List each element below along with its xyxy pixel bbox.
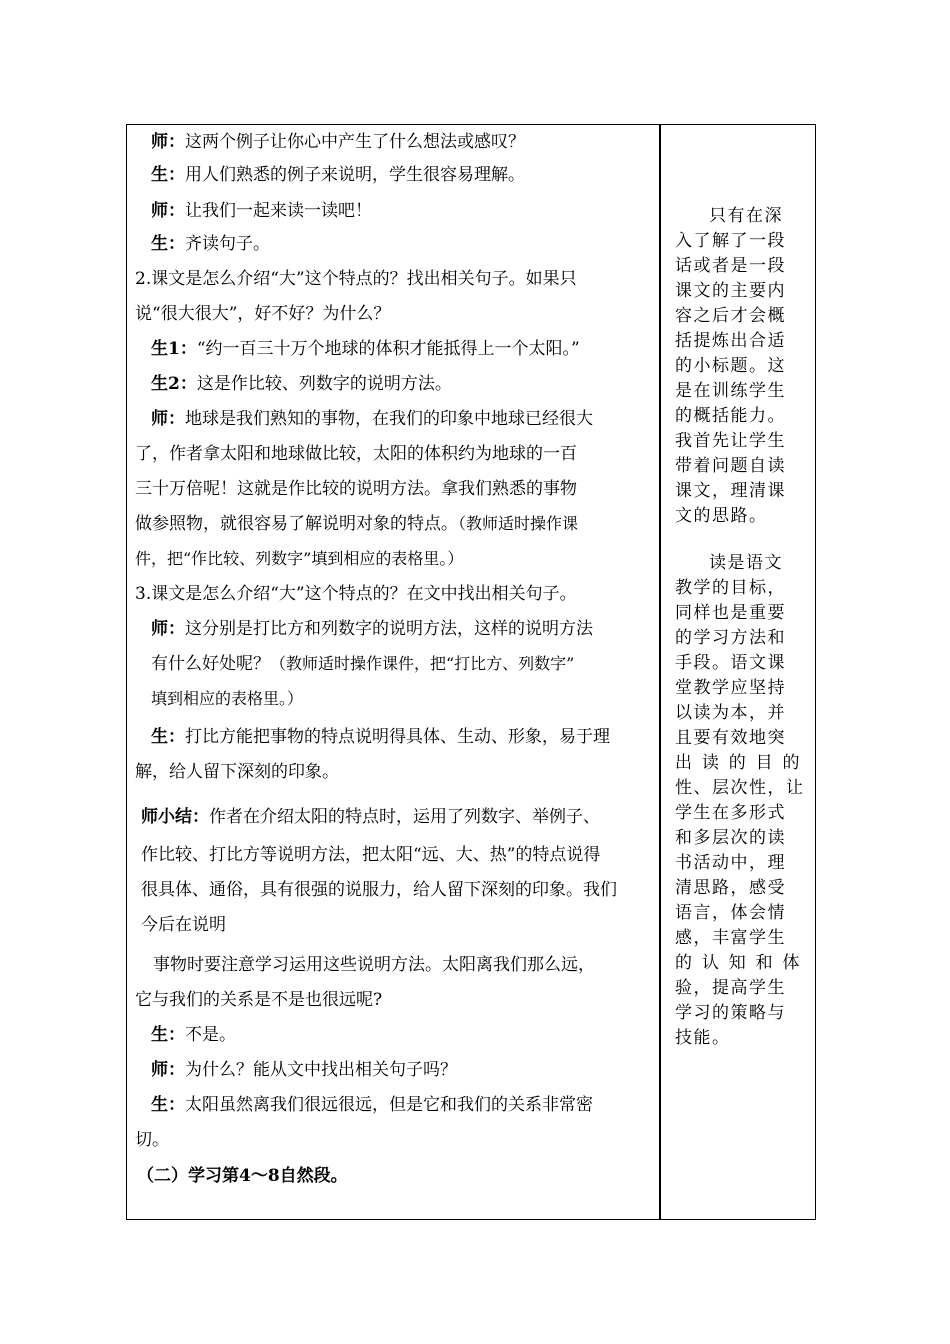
note-line: 出读的目的 bbox=[675, 753, 801, 773]
note-line: 学习的策略与 bbox=[675, 1003, 786, 1023]
speaker-label: 师： bbox=[151, 409, 185, 429]
speaker-label: 生： bbox=[151, 234, 185, 254]
note-line: 只有在深 bbox=[709, 206, 783, 226]
lesson-line bbox=[135, 762, 667, 782]
note-line: 话或者是一段 bbox=[675, 256, 786, 276]
note-line: 堂教学应坚持 bbox=[675, 678, 786, 698]
note-line: 的认知和体 bbox=[675, 953, 801, 973]
lesson-line bbox=[135, 584, 667, 604]
note-line: 清思路，感受 bbox=[675, 878, 786, 898]
note-line: 的小标题。这 bbox=[675, 356, 786, 376]
lesson-line bbox=[151, 619, 683, 639]
lesson-line bbox=[141, 807, 673, 827]
lesson-line bbox=[135, 479, 667, 499]
note-line: 且要有效地突 bbox=[675, 728, 786, 748]
lesson-line bbox=[151, 165, 683, 185]
line-text: 这分别是打比方和列数字的说明方法，这样的说明方法 bbox=[185, 619, 593, 639]
line-text: 打比方能把事物的特点说明得具体、生动、形象，易于理 bbox=[185, 727, 610, 747]
line-text: 让我们一起来读一读吧！ bbox=[185, 201, 372, 221]
line-text: 事物时要注意学习运用这些说明方法。太阳离我们那么远， bbox=[153, 955, 595, 975]
line-text: 这是作比较、列数字的说明方法。 bbox=[196, 374, 452, 394]
line-text: 不是。 bbox=[185, 1025, 236, 1045]
note-line: 入了解了一段 bbox=[675, 231, 786, 251]
line-text: 说“很大很大”，好不好？为什么？ bbox=[135, 304, 391, 324]
note-line: 括提炼出合适 bbox=[675, 331, 786, 351]
note-line: 以读为本，并 bbox=[675, 703, 786, 723]
lesson-table bbox=[126, 124, 816, 1220]
lesson-line bbox=[151, 1095, 683, 1115]
teaching-notes-column bbox=[661, 125, 815, 1219]
line-text: 这两个例子让你心中产生了什么想法或感叹？ bbox=[185, 132, 525, 152]
lesson-line bbox=[151, 727, 683, 747]
line-text: 了，作者拿太阳和地球做比较，太阳的体积约为地球的一百 bbox=[135, 444, 577, 464]
note-line: 教学的目标， bbox=[675, 578, 786, 598]
note-line: 和多层次的读 bbox=[675, 828, 786, 848]
lesson-line bbox=[151, 339, 683, 359]
note-line: 课文的主要内 bbox=[675, 281, 786, 301]
line-text: 解，给人留下深刻的印象。 bbox=[135, 762, 339, 782]
lesson-line bbox=[135, 304, 667, 324]
speaker-label: （二）学习第4～8自然段。 bbox=[137, 1166, 348, 1186]
line-text: 有什么好处呢？ bbox=[151, 654, 270, 674]
line-text: 三十万倍呢！这就是作比较的说明方法。拿我们熟悉的事物 bbox=[135, 479, 577, 499]
lesson-line bbox=[151, 132, 683, 152]
lesson-line bbox=[151, 409, 683, 429]
speaker-label: 师： bbox=[151, 1060, 185, 1080]
line-text: 用人们熟悉的例子来说明，学生很容易理解。 bbox=[185, 165, 525, 185]
line-text: 齐读句子。 bbox=[185, 234, 270, 254]
lesson-line bbox=[153, 955, 685, 975]
lesson-line bbox=[151, 689, 683, 709]
line-text: 3.课文是怎么介绍“大”这个特点的？在文中找出相关句子。 bbox=[135, 584, 577, 604]
lesson-line bbox=[151, 1060, 683, 1080]
line-text: 作者在介绍太阳的特点时，运用了列数字、举例子、 bbox=[209, 807, 600, 827]
lesson-line bbox=[135, 444, 667, 464]
speaker-label: 生2： bbox=[151, 374, 197, 394]
note-line: 手段。语文课 bbox=[675, 653, 786, 673]
lesson-line bbox=[141, 845, 673, 865]
line-text: 今后在说明 bbox=[141, 915, 226, 935]
speaker-label: 生： bbox=[151, 1095, 185, 1115]
lesson-content-column bbox=[127, 125, 659, 1219]
teacher-note-text: 件，把“作比较、列数字”填到相应的表格里。） bbox=[135, 549, 464, 568]
note-line: 文的思路。 bbox=[675, 506, 768, 526]
note-line: 语言，体会情 bbox=[675, 903, 786, 923]
note-line: 感，丰富学生 bbox=[675, 928, 786, 948]
line-text: 作比较、打比方等说明方法，把太阳“远、大、热”的特点说得 bbox=[141, 845, 601, 865]
lesson-line bbox=[141, 915, 673, 935]
note-line: 是在训练学生 bbox=[675, 381, 786, 401]
teacher-note-text: （教师适时操作课件，把“打比方、列数字” bbox=[270, 654, 575, 673]
note-line: 性、层次性，让 bbox=[675, 778, 805, 798]
lesson-line bbox=[151, 1025, 683, 1045]
line-text: 太阳虽然离我们很远很远，但是它和我们的关系非常密 bbox=[185, 1095, 593, 1115]
note-line: 的学习方法和 bbox=[675, 628, 786, 648]
speaker-label: 生1： bbox=[151, 339, 197, 359]
lesson-line bbox=[141, 880, 673, 900]
speaker-label: 生： bbox=[151, 165, 185, 185]
speaker-label: 师小结： bbox=[141, 807, 209, 827]
lesson-line bbox=[151, 234, 683, 254]
line-text: 地球是我们熟知的事物，在我们的印象中地球已经很大 bbox=[185, 409, 593, 429]
note-line: 容之后才会概 bbox=[675, 306, 786, 326]
speaker-label: 师： bbox=[151, 132, 185, 152]
line-text: 做参照物，就很容易了解说明对象的特点。 bbox=[135, 514, 458, 534]
note-line: 的概括能力。 bbox=[675, 406, 786, 426]
note-line: 读是语文 bbox=[709, 553, 783, 573]
lesson-line bbox=[135, 549, 667, 569]
line-text: 2.课文是怎么介绍“大”这个特点的？找出相关句子。如果只 bbox=[135, 269, 577, 289]
note-line: 书活动中，理 bbox=[675, 853, 786, 873]
speaker-label: 师： bbox=[151, 619, 185, 639]
lesson-line bbox=[151, 654, 683, 674]
lesson-line bbox=[151, 374, 683, 394]
line-text: 很具体、通俗，具有很强的说服力，给人留下深刻的印象。我们 bbox=[141, 880, 617, 900]
lesson-line bbox=[151, 201, 683, 221]
speaker-label: 生： bbox=[151, 727, 185, 747]
line-text: 为什么？能从文中找出相关句子吗？ bbox=[185, 1060, 457, 1080]
note-line: 同样也是重要 bbox=[675, 603, 786, 623]
teacher-note-text: 填到相应的表格里。） bbox=[151, 689, 304, 708]
note-line: 带着问题自读 bbox=[675, 456, 786, 476]
lesson-line bbox=[137, 1166, 669, 1186]
note-line: 验，提高学生 bbox=[675, 978, 786, 998]
note-line: 课文，理清课 bbox=[675, 481, 786, 501]
note-line: 技能。 bbox=[675, 1028, 731, 1048]
line-text: 它与我们的关系是不是也很远呢? bbox=[135, 990, 383, 1010]
teacher-note-text: （教师适时操作课 bbox=[458, 514, 579, 533]
lesson-line bbox=[135, 269, 667, 289]
lesson-line bbox=[135, 514, 667, 534]
line-text: “约一百三十万个地球的体积才能抵得上一个太阳。” bbox=[196, 339, 580, 359]
speaker-label: 生： bbox=[151, 1025, 185, 1045]
lesson-line bbox=[135, 990, 667, 1010]
note-line: 我首先让学生 bbox=[675, 431, 786, 451]
speaker-label: 师： bbox=[151, 201, 185, 221]
lesson-line bbox=[135, 1130, 667, 1150]
note-line: 学生在多形式 bbox=[675, 803, 786, 823]
line-text: 切。 bbox=[135, 1130, 169, 1150]
